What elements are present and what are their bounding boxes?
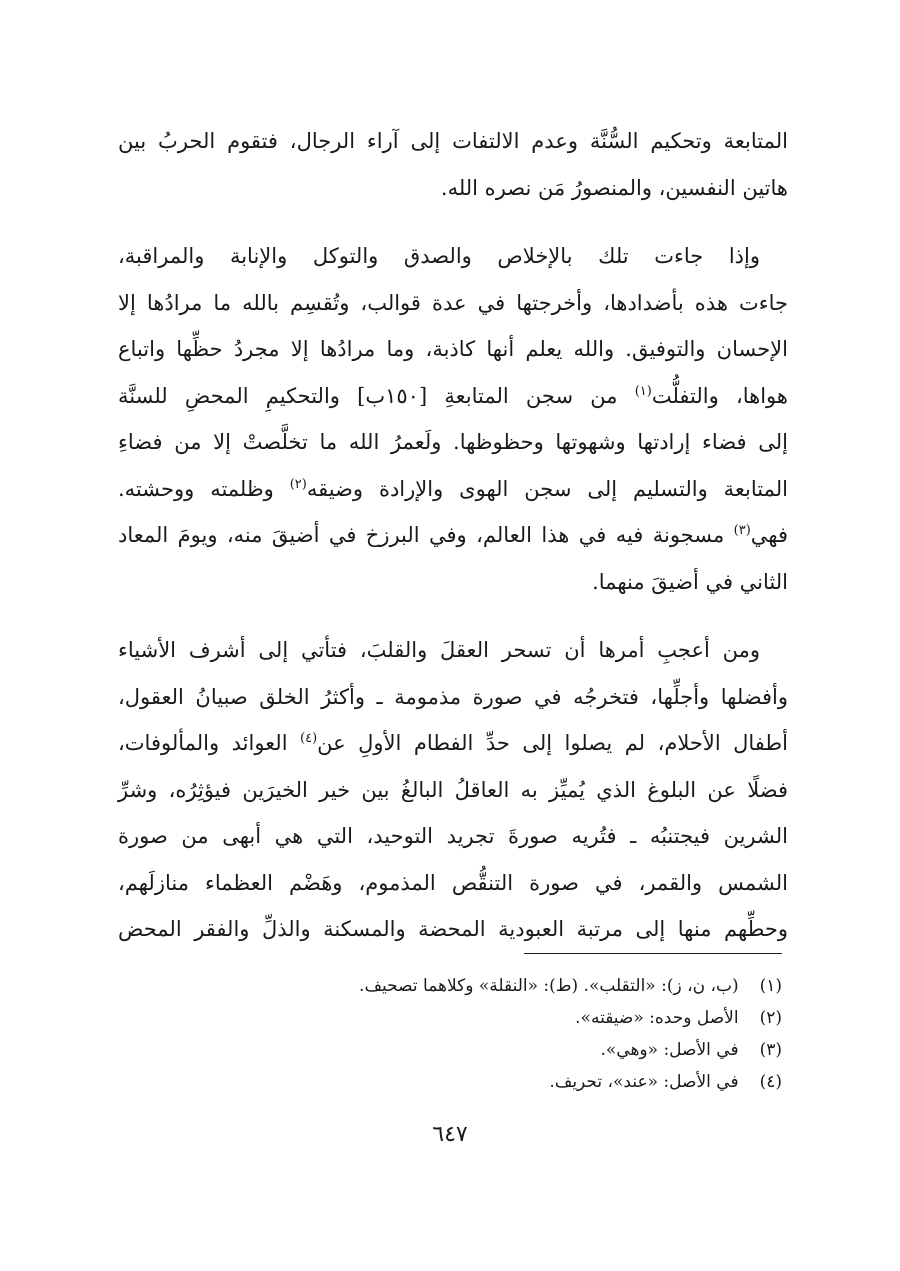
text-line: الشمس والقمر، في صورة التنقُّص المذموم، وهَضْم العظماء منازلَهم، bbox=[118, 870, 788, 895]
footnote-number: (٣) bbox=[759, 1040, 782, 1060]
text-segment: وظلمته ووحشته. bbox=[118, 476, 274, 501]
text-line: الثاني في أضيقَ منهما. bbox=[592, 569, 788, 594]
text-line: جاءت هذه بأضدادها، وأخرجتها في عدة قوالب، وتُقسِم بالله ما مرادُها إلا bbox=[118, 290, 788, 315]
text-line: إلى فضاء إرادتها وشهوتها وحظوظها. ولَعمرُ الله ما تخلَّصتْ إلا من فضاءِ bbox=[118, 430, 788, 454]
text-segment: المتابعة والتسليم إلى سجن الهوى والإرادة وضيقه bbox=[306, 476, 788, 501]
footnote-ref-2[interactable]: (٢) bbox=[289, 476, 307, 492]
footnote-1 bbox=[112, 970, 782, 1002]
text-line: هاتين النفسين، والمنصورُ مَن نصره الله. bbox=[440, 175, 788, 200]
footnote-text: في الأصل: «وهي». bbox=[600, 1040, 739, 1060]
text-line bbox=[118, 720, 788, 767]
paragraph-3 bbox=[118, 627, 788, 953]
paragraph-1 bbox=[118, 118, 788, 211]
page-number: ٦٤٧ bbox=[432, 1122, 468, 1147]
footnote-ref-1[interactable]: (١) bbox=[634, 383, 652, 399]
text-segment: مسجونة فيه في هذا العالم، وفي البرزخ في أضيقَ منه، ويومَ المعاد bbox=[118, 523, 725, 547]
footnote-text: في الأصل: «عند»، تحريف. bbox=[549, 1072, 739, 1092]
text-line: فضلًا عن البلوغ الذي يُميِّز به العاقلُ البالغُ بين خير الخيرَين فيؤثِرُه، وشرِّ bbox=[118, 777, 788, 802]
text-line bbox=[118, 512, 788, 559]
text-segment: من سجن المتابعةِ [١٥٠ب] والتحكيمِ المحضِ للسنَّة bbox=[118, 383, 618, 408]
text-line: المتابعة وتحكيم السُّنَّة وعدم الالتفات إلى آراء الرجال، فتقوم الحربُ بين bbox=[118, 129, 788, 153]
page-body bbox=[118, 118, 788, 975]
text-line bbox=[118, 373, 788, 420]
footnote-ref-4[interactable]: (٤) bbox=[300, 731, 318, 746]
footnote-number: (٢) bbox=[759, 1008, 782, 1028]
text-line: وحطِّهم منها إلى مرتبة العبودية المحضة والمسكنة والذلِّ والفقر المحض bbox=[118, 917, 788, 941]
footnotes bbox=[112, 970, 782, 1098]
text-line: وأفضلها وأجلِّها، فتخرجُه في صورة مذمومة ـ وأكثرُ الخلق صبيانُ العقول، bbox=[118, 684, 788, 709]
text-line bbox=[118, 466, 788, 513]
text-line: وإذا جاءت تلك بالإخلاص والصدق والتوكل والإنابة والمراقبة، bbox=[118, 244, 760, 268]
footnote-4 bbox=[112, 1066, 782, 1098]
text-segment: فهي bbox=[750, 523, 788, 547]
footnote-3 bbox=[112, 1034, 782, 1066]
text-segment: هواها، والتفلُّت bbox=[651, 383, 788, 408]
text-line: الشرين فيجتنبُه ـ فتُريه صورةَ تجريد التوحيد، التي هي أبهى من صورة bbox=[118, 824, 788, 848]
footnote-number: (٤) bbox=[759, 1072, 782, 1092]
footnote-text: (ب، ن، ز): «التقلب». (ط): «النقلة» وكلاهما تصحيف. bbox=[359, 976, 739, 996]
text-line: الإحسان والتوفيق. والله يعلم أنها كاذبة، وما مرادُها إلا مجردُ حظِّها واتباع bbox=[118, 337, 788, 361]
footnote-ref-3[interactable]: (٣) bbox=[733, 523, 751, 538]
footnote-divider bbox=[524, 953, 782, 954]
text-segment: أطفال الأحلام، لم يصلوا إلى حدِّ الفطام الأولِ عن bbox=[317, 731, 788, 755]
text-segment: العوائد والمألوفات، bbox=[118, 731, 288, 755]
text-line: ومن أعجبِ أمرها أن تسحر العقلَ والقلبَ، فتأتي إلى أشرف الأشياء bbox=[118, 638, 760, 662]
footnote-2 bbox=[112, 1002, 782, 1034]
paragraph-2 bbox=[118, 233, 788, 605]
footnote-text: الأصل وحده: «ضيقته». bbox=[575, 1008, 739, 1028]
footnote-number: (١) bbox=[759, 976, 782, 996]
